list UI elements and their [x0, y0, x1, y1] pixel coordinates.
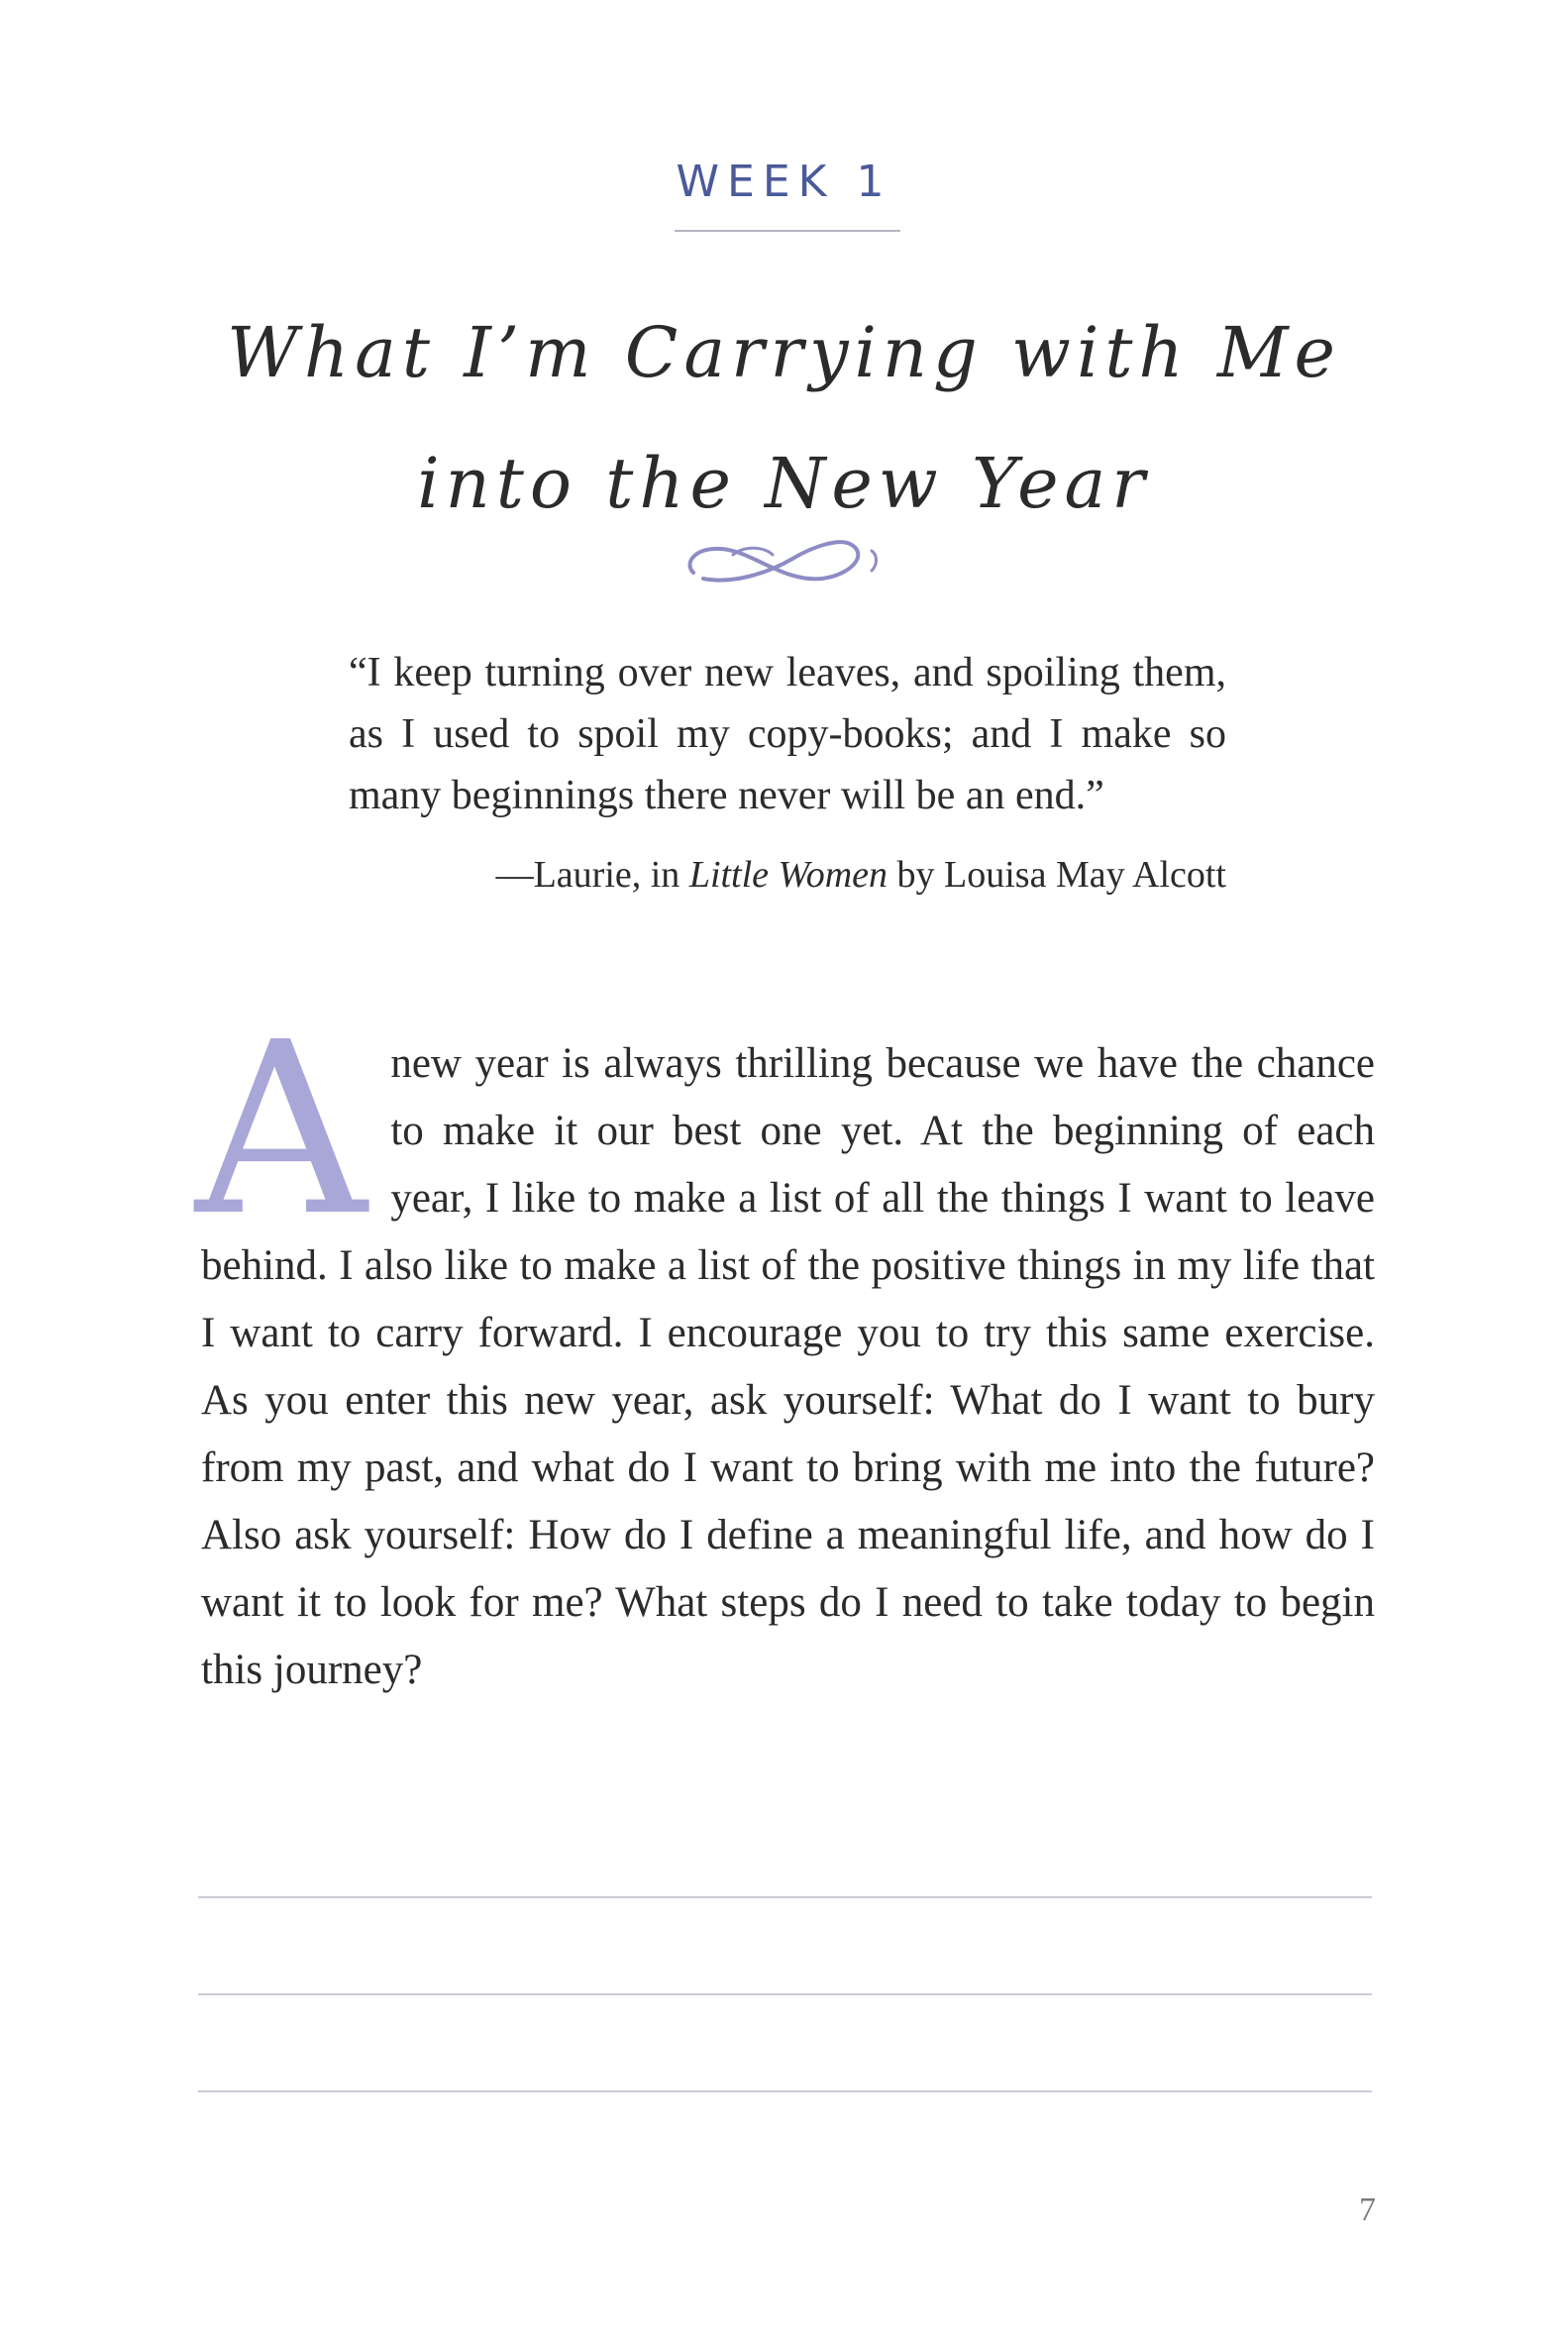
attribution-author: by Louisa May Alcott [888, 854, 1226, 896]
page-title [0, 287, 1568, 549]
flourish-ornament-icon [674, 525, 901, 594]
writing-line-3[interactable] [198, 2090, 1372, 2092]
body-paragraph [195, 991, 1375, 1704]
writing-line-1[interactable] [198, 1896, 1372, 1898]
epigraph-attribution [496, 844, 1226, 906]
epigraph-quote: “I keep turning over new leaves, and spoiling them, as I used to spoil my copy-books; and I make so many beginnings there never will be an end.” [349, 650, 1226, 818]
week-underline [675, 230, 900, 232]
week-label: WEEK 1 [676, 157, 892, 207]
page-number: 7 [1359, 2191, 1376, 2228]
body-paragraph-text: new year is always thrilling because we have the chance to make it our best one yet. At the beginning of each year, I like to make a list of all the things I want to leave behind. I also like to make a list of the positive things in my life that I want to carry forward. I encourage you to try this same exercise. As you enter this new year, ask yourself: What do I want to bury from my past, and what do I want to bring with me into the future? Also ask yourself: How do I define a meaningful life, and how do I want it to look for me? What steps do I need to take today to begin this journey? [201, 1040, 1375, 1693]
writing-line-2[interactable] [198, 1993, 1372, 1995]
attribution-prefix: —Laurie, in [495, 854, 689, 896]
page-title-line-1: What I’m Carrying with Me [227, 312, 1341, 393]
page-title-line-2: into the New Year [417, 443, 1151, 524]
drop-cap: A [195, 991, 367, 1268]
attribution-work-title: Little Women [688, 854, 889, 896]
